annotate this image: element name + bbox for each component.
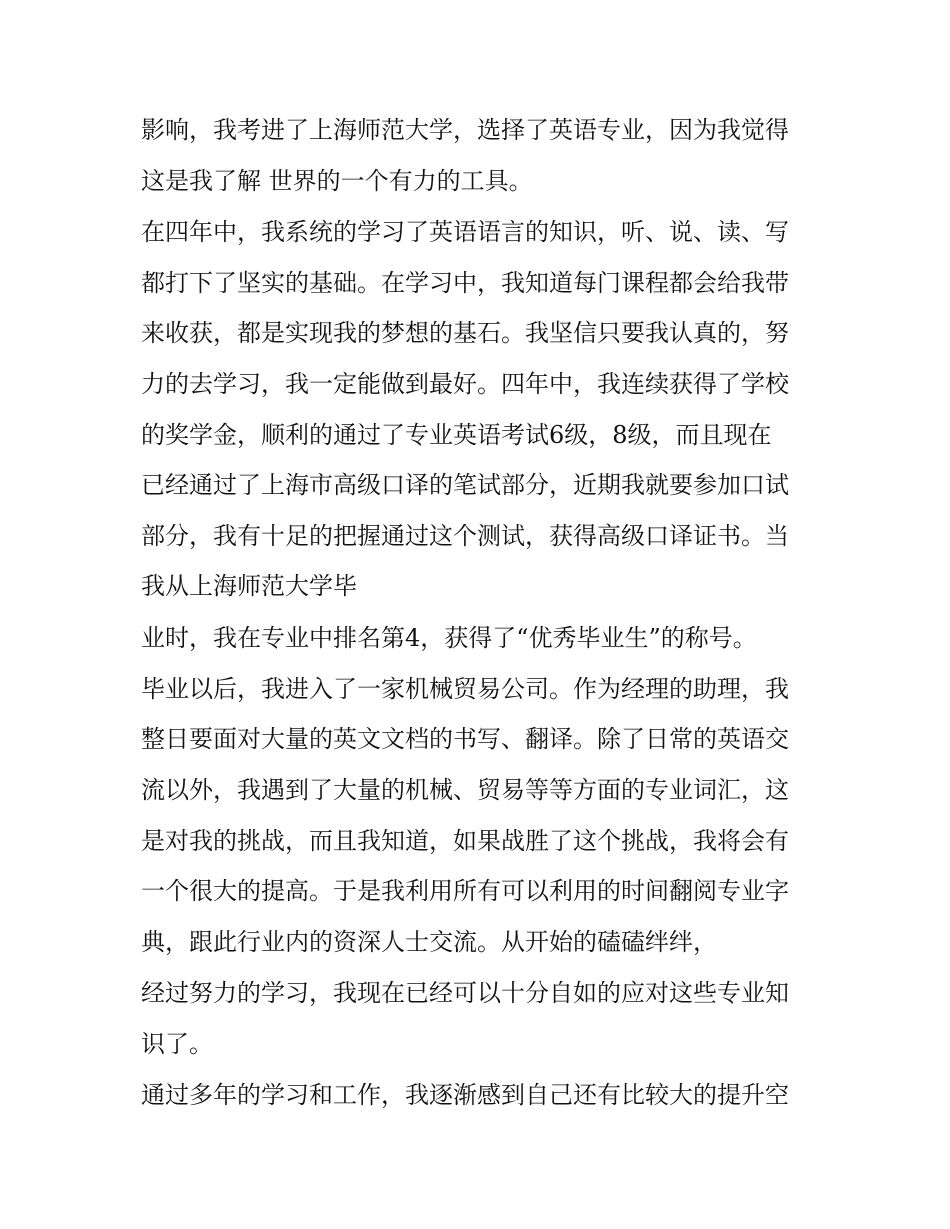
text-line: 力的去学习，我一定能做到最好。四年中，我连续获得了学校 — [141, 370, 789, 398]
text-line: 都打下了坚实的基础。在学习中，我知道每门课程都会给我带 — [141, 269, 789, 297]
text-line: 通过多年的学习和工作，我逐渐感到自己还有比较大的提升空 — [141, 1081, 789, 1109]
text-line: 一个很大的提高。于是我利用所有可以利用的时间翻阅专业字 — [141, 877, 789, 905]
text-line: 整日要面对大量的英文文档的书写、翻译。除了日常的英语交 — [141, 725, 789, 753]
text-line: 经过努力的学习，我现在已经可以十分自如的应对这些专业知 — [141, 979, 789, 1007]
text-line: 来收获，都是实现我的梦想的基石。我坚信只要我认真的，努 — [141, 319, 789, 347]
text-line: 识了。 — [141, 1030, 213, 1058]
text-line: 我从上海师范大学毕 — [141, 572, 357, 600]
text-line: 是对我的挑战，而且我知道，如果战胜了这个挑战，我将会有 — [141, 827, 789, 855]
text-line: 流以外，我遇到了大量的机械、贸易等等方面的专业词汇，这 — [141, 776, 789, 804]
text-line: 这是我了解 世界的一个有力的工具。 — [141, 167, 533, 195]
text-line: 部分，我有十足的把握通过这个测试，获得高级口译证书。当 — [141, 522, 789, 550]
text-line: 已经通过了上海市高级口译的笔试部分，近期我就要参加口试 — [141, 471, 789, 499]
text-line: 业时，我在专业中排名第4，获得了“优秀毕业生”的称号。 — [141, 624, 757, 652]
text-line: 在四年中，我系统的学习了英语语言的知识，听、说、读、写 — [141, 218, 789, 246]
text-line: 影响，我考进了上海师范大学，选择了英语专业，因为我觉得 — [141, 116, 789, 144]
text-line: 典，跟此行业内的资深人士交流。从开始的磕磕绊绊， — [141, 928, 717, 956]
text-line: 的奖学金，顺利的通过了专业英语考试6级，8级，而且现在 — [141, 421, 772, 449]
text-line: 毕业以后，我进入了一家机械贸易公司。作为经理的助理，我 — [141, 675, 789, 703]
